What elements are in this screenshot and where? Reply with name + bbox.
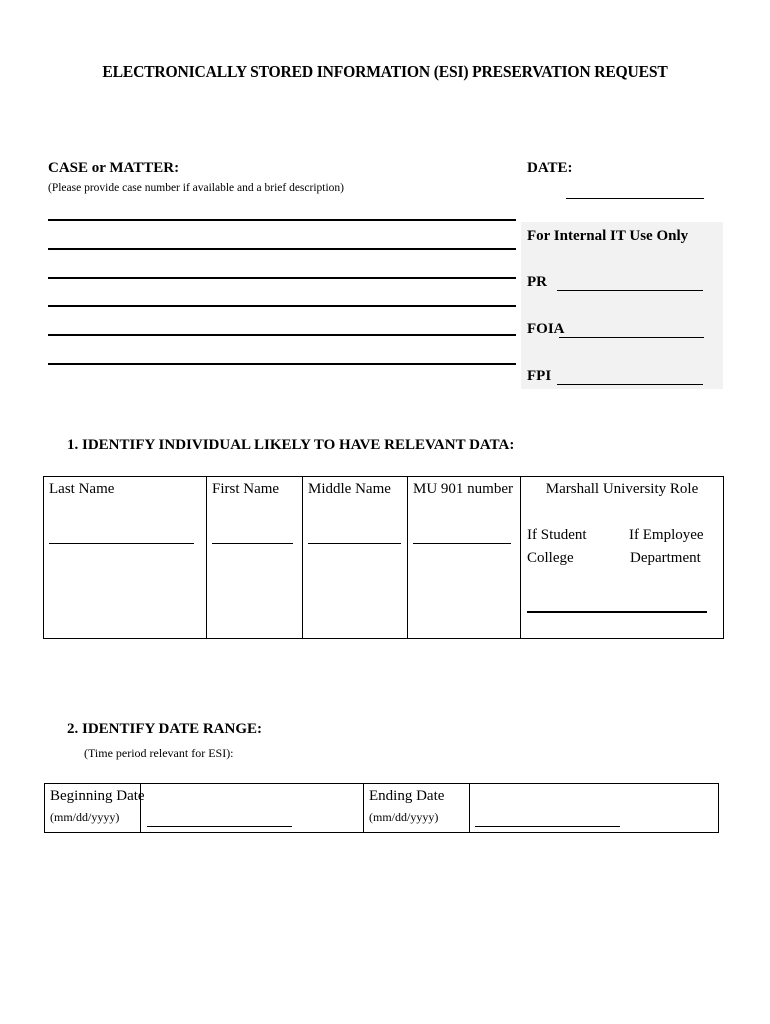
col-first-name: First Name <box>212 481 280 497</box>
beginning-date-label: Beginning Date <box>50 788 145 804</box>
case-description-line-5[interactable] <box>48 319 516 333</box>
section2-hint: (Time period relevant for ESI): <box>84 746 234 760</box>
case-line-1 <box>48 219 516 221</box>
case-matter-label: CASE or MATTER: <box>48 160 180 176</box>
beginning-date-field[interactable] <box>147 812 292 827</box>
department-label: Department <box>630 550 701 566</box>
foia-field[interactable] <box>559 323 704 338</box>
individual-table <box>43 476 724 639</box>
col-university-role: Marshall University Role <box>545 481 699 497</box>
table-divider <box>363 783 364 833</box>
col-mu901-number: MU 901 number <box>413 481 513 497</box>
date-field[interactable] <box>566 184 704 199</box>
table-divider <box>407 476 408 639</box>
case-description-line-1[interactable] <box>48 204 516 218</box>
date-label: DATE: <box>527 160 573 176</box>
beginning-date-format: (mm/dd/yyyy) <box>50 810 120 824</box>
ending-date-field[interactable] <box>475 812 620 827</box>
ending-date-format: (mm/dd/yyyy) <box>369 810 439 824</box>
fpi-label: FPI <box>527 368 552 384</box>
case-line-4 <box>48 305 516 307</box>
table-divider <box>520 476 521 639</box>
ending-date-label: Ending Date <box>369 788 445 804</box>
last-name-field[interactable] <box>49 529 194 544</box>
section2-heading: 2. IDENTIFY DATE RANGE: <box>67 721 263 737</box>
student-label: If Student <box>527 527 587 543</box>
table-divider <box>206 476 207 639</box>
pr-label: PR <box>527 274 547 290</box>
section1-heading: 1. IDENTIFY INDIVIDUAL LIKELY TO HAVE RELEVANT DATA: <box>67 437 515 453</box>
case-description-line-3[interactable] <box>48 262 516 276</box>
college-label: College <box>527 550 574 566</box>
case-description-line-2[interactable] <box>48 233 516 247</box>
internal-it-box <box>521 222 723 389</box>
col-last-name: Last Name <box>49 481 115 497</box>
first-name-field[interactable] <box>212 529 293 544</box>
foia-label: FOIA <box>527 321 565 337</box>
pr-field[interactable] <box>557 276 703 291</box>
case-line-5 <box>48 334 516 336</box>
employee-label: If Employee <box>629 527 704 543</box>
form-title: ELECTRONICALLY STORED INFORMATION (ESI) PRESERVATION REQUEST <box>102 62 668 81</box>
mu901-number-field[interactable] <box>413 529 511 544</box>
fpi-field[interactable] <box>557 370 703 385</box>
college-department-field[interactable] <box>527 597 707 613</box>
internal-it-heading: For Internal IT Use Only <box>527 228 689 244</box>
case-line-6 <box>48 363 516 365</box>
col-middle-name: Middle Name <box>308 481 391 497</box>
case-matter-hint: (Please provide case number if available and a brief description) <box>48 182 345 194</box>
case-description-line-4[interactable] <box>48 290 516 304</box>
case-line-3 <box>48 277 516 279</box>
case-description-line-6[interactable] <box>48 348 516 362</box>
table-divider <box>469 783 470 833</box>
table-divider <box>302 476 303 639</box>
middle-name-field[interactable] <box>308 529 401 544</box>
case-line-2 <box>48 248 516 250</box>
